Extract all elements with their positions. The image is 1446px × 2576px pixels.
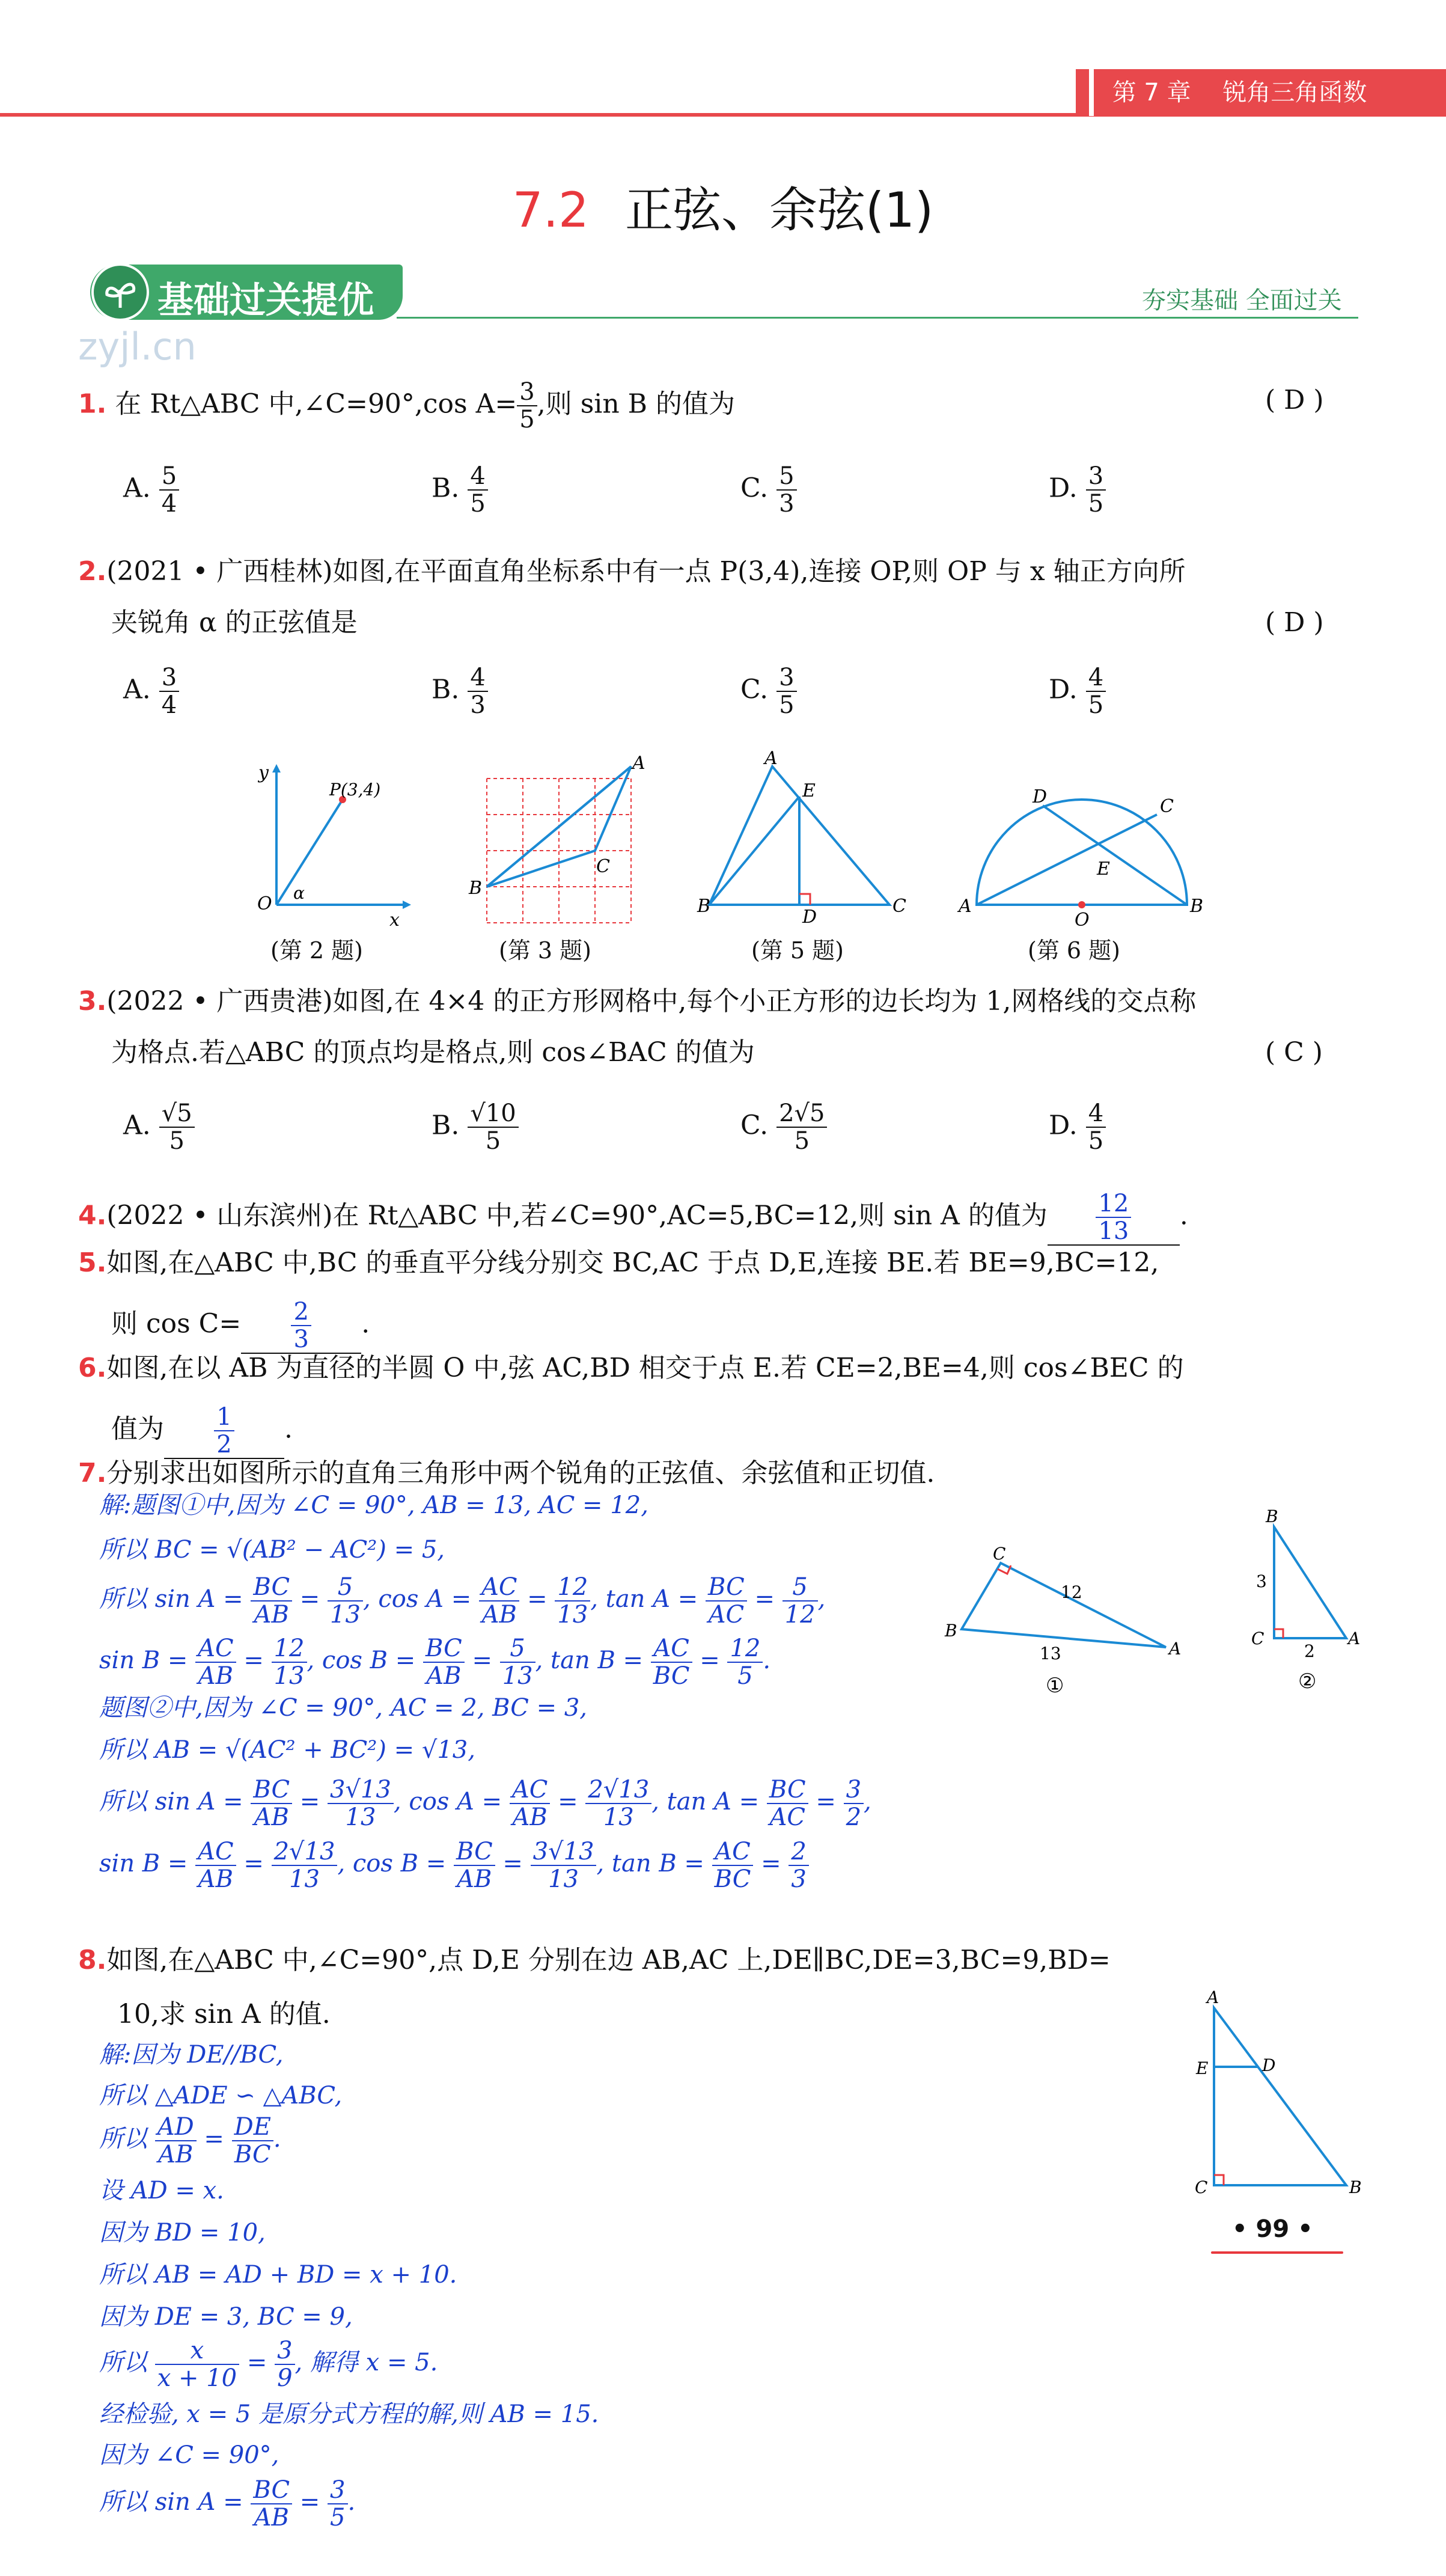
fraction: $\frac{AC}{AB}$ bbox=[479, 1574, 520, 1628]
point-d-label: D bbox=[802, 907, 817, 928]
axis-y-label: y bbox=[258, 762, 269, 783]
solution-line: 解:题图①中,因为 ∠C = 90°, AB = 13, AC = 12, bbox=[99, 1491, 648, 1519]
question-3: 3.(2022 • 广西贵港)如图,在 4×4 的正方形网格中,每个小正方形的边长均为 1,网格线的交点称 bbox=[78, 986, 1197, 1017]
origin-label: O bbox=[257, 893, 272, 914]
vertex-c-label: C bbox=[1251, 1629, 1264, 1648]
fraction: $\frac{AC}{AB}$ bbox=[195, 1635, 236, 1689]
vertex-c-label: C bbox=[892, 896, 906, 917]
point-d-label: D bbox=[1262, 2055, 1276, 2075]
fraction: $\frac{DE}{BC}$ bbox=[232, 2114, 273, 2168]
fraction: $\frac{3√13}{13}$ bbox=[328, 1776, 394, 1831]
center-o-label: O bbox=[1075, 910, 1090, 931]
vertex-a-label: A bbox=[1348, 1629, 1361, 1648]
question-8: 8.如图,在△ABC 中,∠C=90°,点 D,E 分别在边 AB,AC 上,DE∥BC,DE=3,BC=9,BD= bbox=[78, 1945, 1111, 1975]
fraction: $\frac{12}{13}$ bbox=[555, 1574, 590, 1628]
page-number-underline bbox=[1211, 2251, 1343, 2254]
figure-q7-1 bbox=[944, 1539, 1184, 1701]
figure-caption: (第 6 题) bbox=[1028, 937, 1120, 964]
solution-line: 所以 BC = √(AB² − AC²) = 5, bbox=[99, 1536, 445, 1564]
solution-line: 题图②中,因为 ∠C = 90°, AC = 2, BC = 3, bbox=[99, 1694, 587, 1722]
question-7: 7.分别求出如图所示的直角三角形中两个锐角的正弦值、余弦值和正切值. bbox=[78, 1458, 935, 1488]
question-4: 4.(2022 • 山东滨州)在 Rt△ABC 中,若∠C=90°,AC=5,BC=12,则 sin A 的值为 $\frac{12}{13}$ . bbox=[78, 1190, 1188, 1245]
fraction: $\frac{2√13}{13}$ bbox=[272, 1838, 338, 1892]
vertex-b-label: B bbox=[945, 1621, 957, 1641]
option-b: B. $\frac{√10}{5}$ bbox=[432, 1100, 519, 1154]
figure-caption: (第 5 题) bbox=[751, 937, 844, 964]
point-p-label: P(3,4) bbox=[329, 780, 381, 800]
vertex-b-label: B bbox=[697, 896, 711, 917]
vertex-a-label: A bbox=[959, 896, 972, 917]
sprout-icon bbox=[91, 263, 149, 321]
question-6: 6.如图,在以 AB 为直径的半圆 O 中,弦 AC,BD 相交于点 E.若 CE=2,BE=4,则 cos∠BEC 的 bbox=[78, 1353, 1184, 1383]
section-title: 正弦、余弦(1) bbox=[624, 182, 934, 238]
fraction: $\frac{AC}{AB}$ bbox=[195, 1838, 236, 1892]
section-label: 基础过关提优 bbox=[157, 280, 374, 322]
vertex-b-label: B bbox=[469, 878, 483, 899]
watermark: zyjl.cn bbox=[78, 325, 197, 369]
side-12-label: 12 bbox=[1061, 1582, 1082, 1602]
vertex-a-label: A bbox=[764, 748, 778, 769]
figure-q5 bbox=[697, 748, 914, 929]
vertex-b-label: B bbox=[1190, 896, 1204, 917]
option-d: D. $\frac{3}{5}$ bbox=[1049, 463, 1106, 517]
fraction: $\frac{2}{3}$ bbox=[789, 1838, 808, 1892]
question-6-cont: 值为 $\frac{1}{2}$ . bbox=[111, 1403, 293, 1458]
answer-3: ( C ) bbox=[1265, 1037, 1323, 1068]
question-text: ,则 sin B 的值为 bbox=[537, 388, 735, 420]
solution-line: 经检验, x = 5 是原分式方程的解,则 AB = 15. bbox=[99, 2400, 599, 2428]
fraction: $\frac{AD}{AB}$ bbox=[155, 2114, 197, 2168]
fraction: $\frac{5}{13}$ bbox=[500, 1635, 535, 1689]
figure-q2 bbox=[240, 754, 421, 929]
page-title bbox=[0, 171, 1446, 240]
solution-line: 所以 AB = AD + BD = x + 10. bbox=[99, 2261, 457, 2289]
fraction: $\frac{3}{5}$ bbox=[517, 379, 537, 433]
section-rule bbox=[397, 317, 1358, 319]
vertex-c-label: C bbox=[993, 1544, 1006, 1564]
page-number: • 99 • bbox=[1232, 2215, 1313, 2243]
figure-q3 bbox=[463, 754, 643, 929]
figure-caption: ① bbox=[1046, 1674, 1064, 1698]
figure-q6 bbox=[956, 754, 1208, 929]
alpha-label: α bbox=[293, 883, 305, 903]
vertex-a-label: A bbox=[632, 753, 645, 774]
solution-line: 所以 △ADE ∽ △ABC, bbox=[99, 2082, 343, 2109]
solution-line: 因为 DE = 3, BC = 9, bbox=[99, 2303, 353, 2331]
question-1 bbox=[78, 379, 735, 433]
answer-2: ( D ) bbox=[1265, 607, 1324, 638]
fraction: $\frac{AC}{AB}$ bbox=[510, 1776, 551, 1831]
fraction: $\frac{BC}{AC}$ bbox=[767, 1776, 808, 1831]
point-e-label: E bbox=[1097, 858, 1110, 880]
side-3-label: 3 bbox=[1256, 1571, 1267, 1591]
option-b: B. $\frac{4}{5}$ bbox=[432, 463, 488, 517]
option-a: A. $\frac{3}{4}$ bbox=[123, 664, 179, 718]
section-motto: 夯实基础 全面过关 bbox=[1142, 287, 1342, 314]
fraction: $\frac{3}{2}$ bbox=[844, 1776, 864, 1831]
figure-q8 bbox=[1190, 1987, 1370, 2212]
question-3-cont: 为格点.若△ABC 的顶点均是格点,则 cos∠BAC 的值为 bbox=[111, 1037, 755, 1068]
fraction: $\frac{12}{5}$ bbox=[727, 1635, 763, 1689]
fraction: $\frac{3}{9}$ bbox=[275, 2337, 294, 2391]
solution-line: 所以 $\frac{x}{x + 10}$ = $\frac{3}{9}$ , 解得 x = 5. bbox=[99, 2337, 438, 2392]
question-8-cont: 10,求 sin A 的值. bbox=[117, 1999, 331, 2030]
option-d: D. $\frac{4}{5}$ bbox=[1049, 664, 1106, 718]
solution-line: 所以 AB = √(AC² + BC²) = √13, bbox=[99, 1736, 475, 1764]
point-e-label: E bbox=[802, 780, 816, 801]
chapter-title: 锐角三角函数 bbox=[1222, 79, 1367, 106]
question-2-cont: 夹锐角 α 的正弦值是 bbox=[111, 607, 358, 638]
fraction: $\frac{3√13}{13}$ bbox=[531, 1838, 597, 1892]
question-2: 2.(2021 • 广西桂林)如图,在平面直角坐标系中有一点 P(3,4),连接 OP,则 OP 与 x 轴正方向所 bbox=[78, 556, 1186, 587]
fraction: $\frac{BC}{AC}$ bbox=[706, 1574, 747, 1628]
option-c: C. $\frac{5}{3}$ bbox=[740, 463, 797, 517]
option-c: C. $\frac{3}{5}$ bbox=[740, 664, 797, 718]
solution-line: 所以 sin A = $\frac{BC}{AB}$ = $\frac{5}{13}$ , cos A = $\frac{AC}{AB}$ = $\frac{12}{13}$ , tan A = $\frac{BC}{AC}$ = $\frac{5}{12}$ , bbox=[99, 1573, 826, 1629]
option-b: B. $\frac{4}{3}$ bbox=[432, 664, 488, 718]
question-5: 5.如图,在△ABC 中,BC 的垂直平分线分别交 BC,AC 于点 D,E,连接 BE.若 BE=9,BC=12, bbox=[78, 1247, 1159, 1278]
point-d-label: D bbox=[1033, 786, 1048, 807]
vertex-a-label: A bbox=[1169, 1639, 1182, 1659]
fraction: $\frac{x}{x + 10}$ bbox=[155, 2337, 239, 2391]
vertex-c-label: C bbox=[596, 856, 610, 877]
vertex-b-label: B bbox=[1266, 1507, 1278, 1526]
fraction: $\frac{BC}{AB}$ bbox=[251, 2477, 292, 2531]
fraction: $\frac{5}{13}$ bbox=[328, 1574, 363, 1628]
vertex-c-label: C bbox=[1195, 2177, 1208, 2197]
fraction: $\frac{AC}{BC}$ bbox=[651, 1635, 692, 1689]
fraction: $\frac{AC}{BC}$ bbox=[712, 1838, 754, 1892]
fraction: $\frac{BC}{AB}$ bbox=[251, 1776, 292, 1831]
chapter-number: 第 7 章 bbox=[1112, 79, 1191, 106]
fraction: $\frac{BC}{AB}$ bbox=[454, 1838, 495, 1892]
fraction: $\frac{2√13}{13}$ bbox=[585, 1776, 651, 1831]
question-number: 1. bbox=[78, 388, 107, 420]
solution-line: 解:因为 DE//BC, bbox=[99, 2041, 284, 2069]
fraction: $\frac{BC}{AB}$ bbox=[423, 1635, 465, 1689]
question-text: 在 Rt△ABC 中,∠C=90°,cos A= bbox=[115, 388, 517, 420]
vertex-a-label: A bbox=[1207, 1987, 1219, 2007]
solution-line: 设 AD = x. bbox=[99, 2177, 224, 2204]
option-d: D. $\frac{4}{5}$ bbox=[1049, 1100, 1106, 1154]
solution-line: sin B = $\frac{AC}{AB}$ = $\frac{2√13}{13}$ , cos B = $\frac{BC}{AB}$ = $\frac{3√13}{13}$ , tan B = $\frac{AC}{BC}$ = $\frac{2}{3}$ bbox=[99, 1838, 809, 1892]
point-e-label: E bbox=[1196, 2058, 1209, 2078]
question-5-cont: 则 cos C= $\frac{2}{3}$ . bbox=[111, 1298, 370, 1353]
solution-line: sin B = $\frac{AC}{AB}$ = $\frac{12}{13}$ , cos B = $\frac{BC}{AB}$ = $\frac{5}{13}$ , tan B = $\frac{AC}{BC}$ = $\frac{12}{5}$ . bbox=[99, 1635, 771, 1690]
fraction: $\frac{5}{12}$ bbox=[782, 1574, 818, 1628]
option-c: C. $\frac{2√5}{5}$ bbox=[740, 1100, 827, 1154]
point-c-label: C bbox=[1160, 796, 1174, 817]
solution-line: 因为 ∠C = 90°, bbox=[99, 2441, 279, 2469]
solution-line: 所以 $\frac{AD}{AB}$ = $\frac{DE}{BC}$ . bbox=[99, 2113, 281, 2168]
answer-1: ( D ) bbox=[1265, 385, 1324, 415]
figure-caption: (第 2 题) bbox=[270, 937, 363, 964]
vertex-b-label: B bbox=[1349, 2177, 1362, 2197]
side-2-label: 2 bbox=[1304, 1641, 1315, 1661]
solution-line: 所以 sin A = $\frac{BC}{AB}$ = $\frac{3√13}{13}$ , cos A = $\frac{AC}{AB}$ = $\frac{2√13}{13}$ , tan A = $\frac{BC}{AC}$ = $\frac{3}{2}$ , bbox=[99, 1776, 871, 1831]
axis-x-label: x bbox=[389, 910, 400, 931]
figure-caption: (第 3 题) bbox=[499, 937, 591, 964]
solution-line: 所以 sin A = $\frac{BC}{AB}$ = $\frac{3}{5}$ . bbox=[99, 2476, 356, 2532]
fraction: $\frac{BC}{AB}$ bbox=[251, 1574, 292, 1628]
chapter-tab bbox=[1076, 69, 1446, 116]
side-13-label: 13 bbox=[1040, 1644, 1061, 1663]
option-a: A. $\frac{5}{4}$ bbox=[123, 463, 179, 517]
fraction: $\frac{3}{5}$ bbox=[328, 2477, 347, 2531]
figure-q7-2 bbox=[1238, 1503, 1370, 1701]
option-a: A. $\frac{√5}{5}$ bbox=[123, 1100, 195, 1154]
fraction: $\frac{12}{13}$ bbox=[272, 1635, 307, 1689]
figure-caption: ② bbox=[1298, 1669, 1317, 1693]
section-number: 7.2 bbox=[512, 182, 589, 238]
solution-line: 因为 BD = 10, bbox=[99, 2219, 266, 2247]
